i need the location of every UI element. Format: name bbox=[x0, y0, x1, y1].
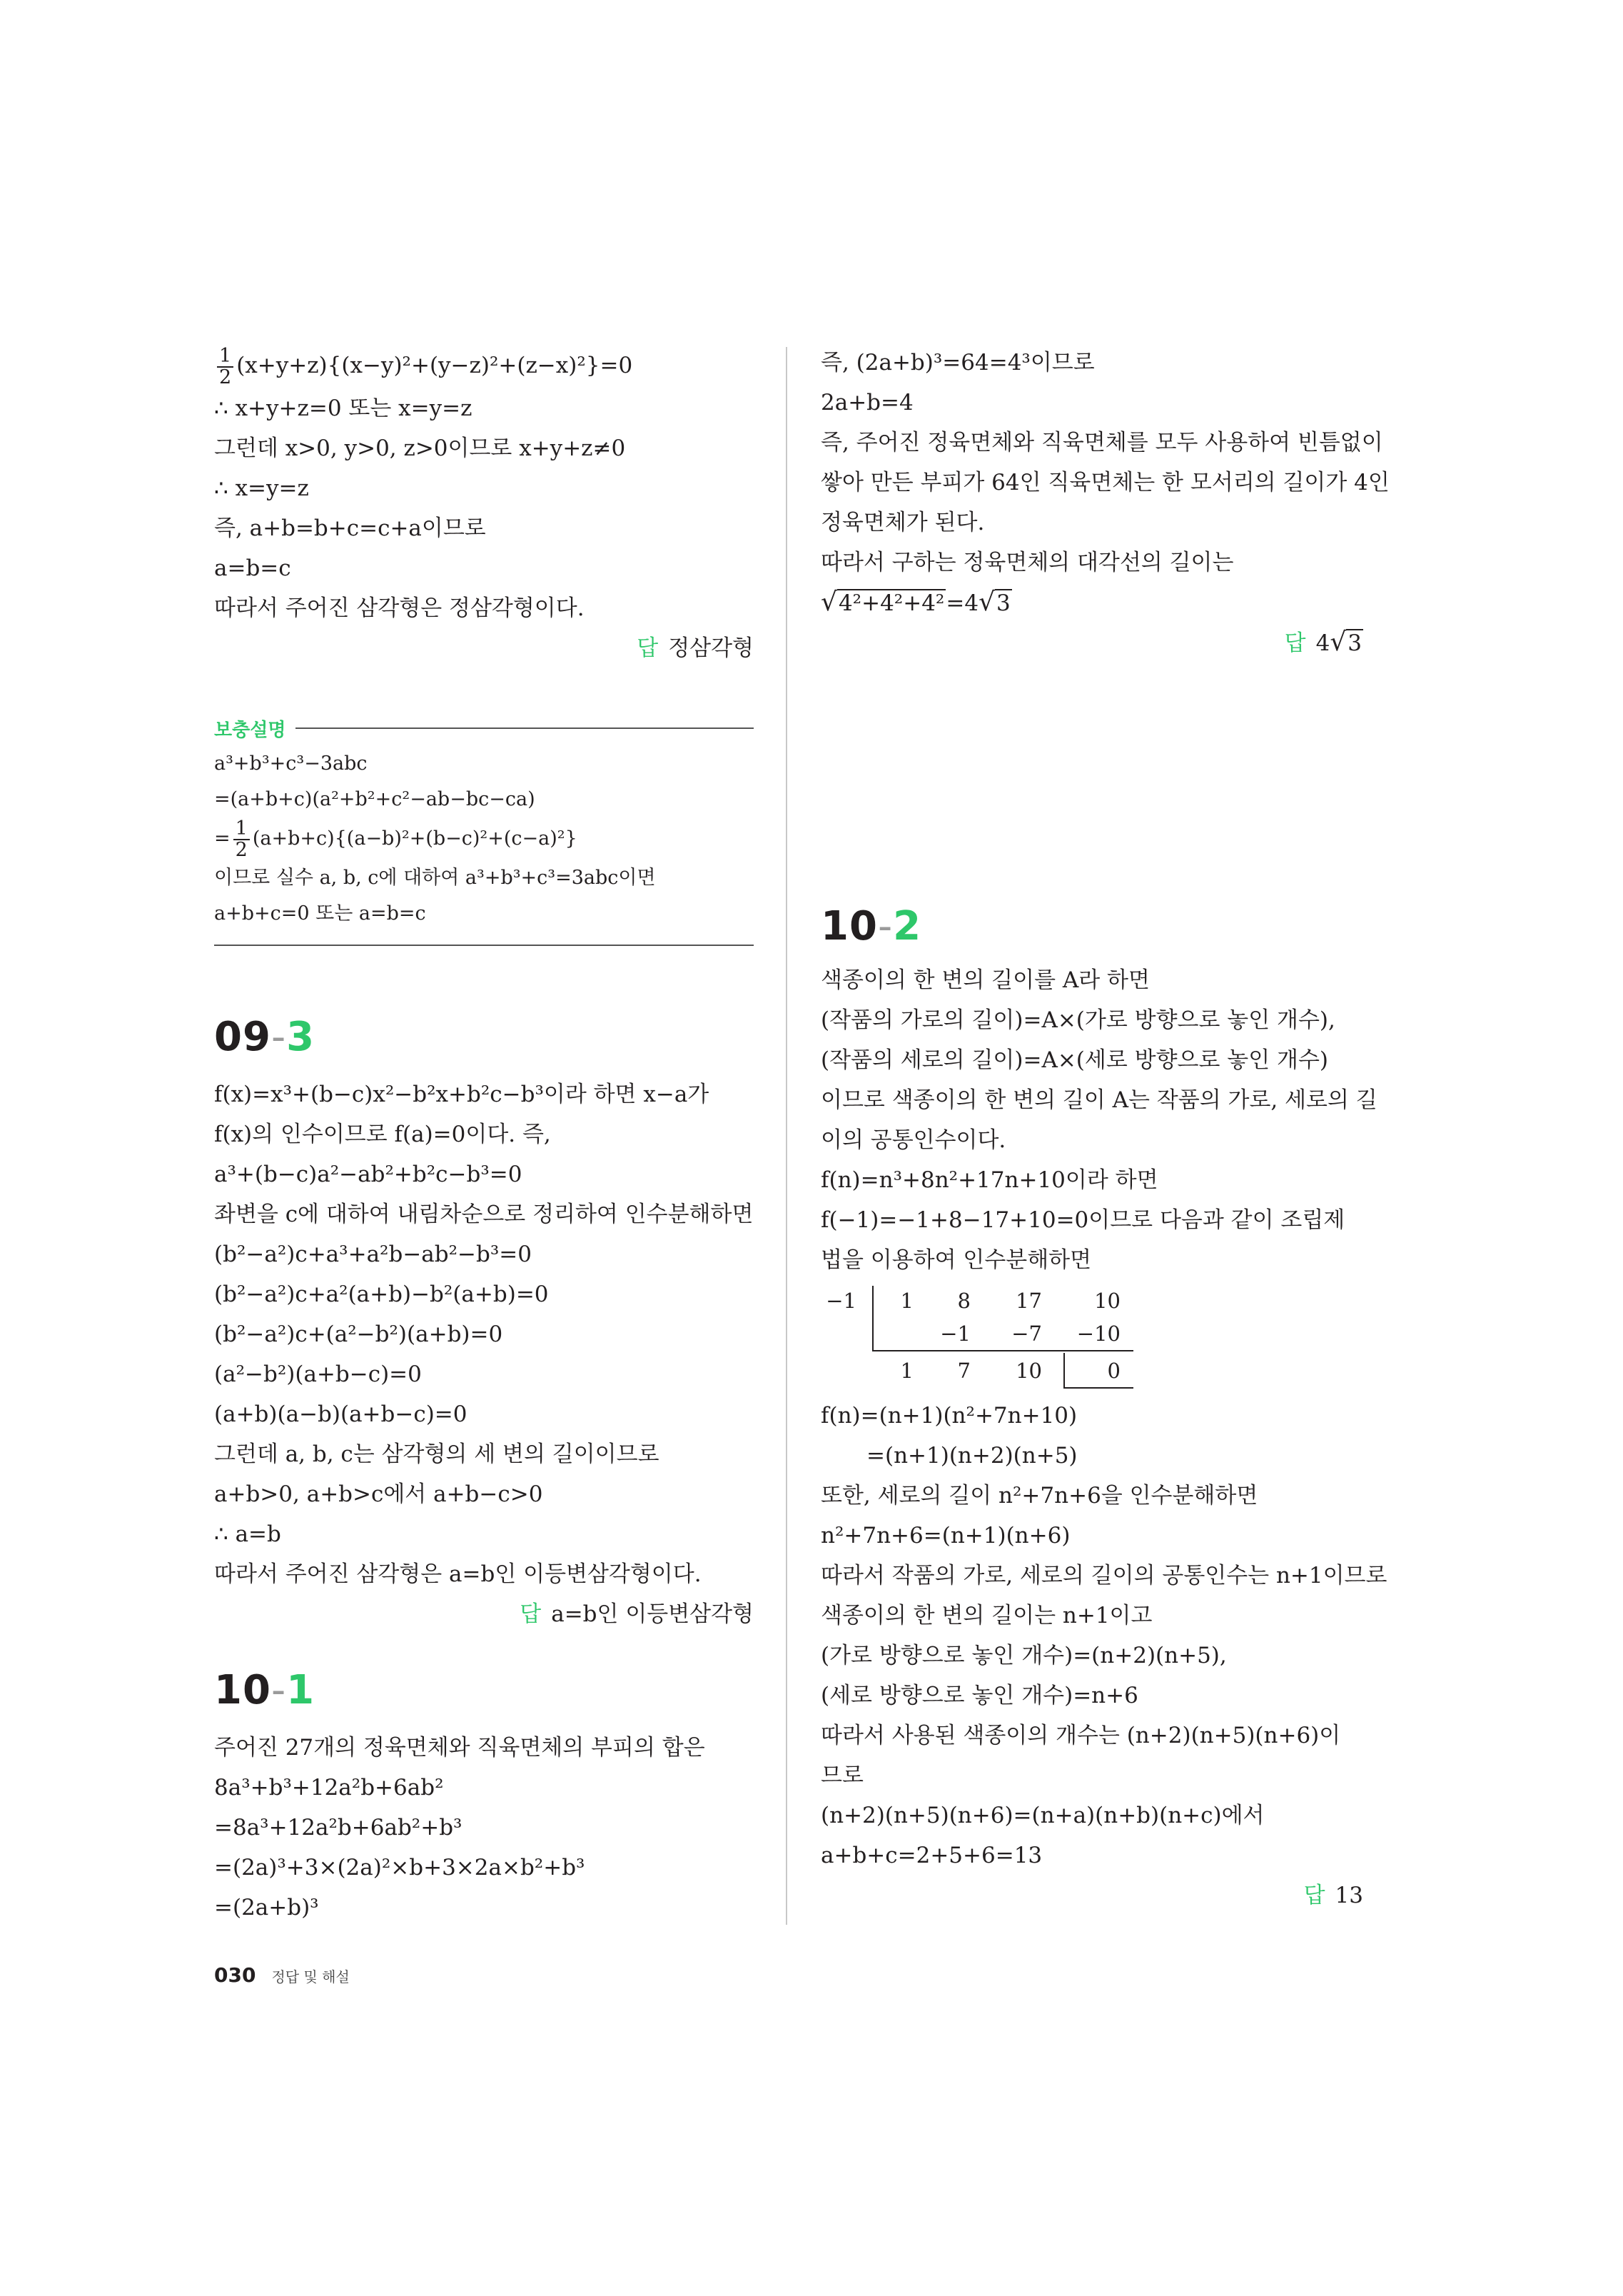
answer-mark: 답 bbox=[1284, 630, 1306, 656]
text-line: 이므로 실수 a, b, c에 대하여 a³+b³+c³=3abc이면 bbox=[214, 867, 656, 889]
equation-line: = $\frac{1}{2}$ (a+b+c){(a−b)²+(b−c)²+(c−a)²} bbox=[214, 817, 577, 861]
synthetic-cell: 10 bbox=[1094, 1289, 1121, 1313]
text-line: 따라서 주어진 삼각형은 a=b인 이등변삼각형이다. bbox=[214, 1561, 702, 1587]
text-line: 색종이의 한 변의 길이는 n+1이고 bbox=[821, 1603, 1153, 1628]
text-line: n²+7n+6=(n+1)(n+6) bbox=[821, 1523, 1071, 1549]
text-line: (b²−a²)c+a²(a+b)−b²(a+b)=0 bbox=[214, 1282, 549, 1307]
synthetic-vertical-line bbox=[872, 1286, 874, 1350]
text-line: 또한, 세로의 길이 n²+7n+6을 인수분해하면 bbox=[821, 1483, 1258, 1509]
answer-mark: 답 bbox=[520, 1601, 542, 1627]
synthetic-cell: 8 bbox=[957, 1289, 971, 1313]
text-line: 따라서 사용된 색종이의 개수는 (n+2)(n+5)(n+6)이 bbox=[821, 1723, 1341, 1748]
text-line: 색종이의 한 변의 길이를 A라 하면 bbox=[821, 967, 1150, 993]
answer-mark: 답 bbox=[637, 635, 659, 661]
fraction: $\frac{1}{2}$ bbox=[217, 346, 233, 388]
supplement-box bbox=[214, 710, 754, 946]
text-line: (세로 방향으로 놓인 개수)=n+6 bbox=[821, 1683, 1138, 1708]
text-line: ∴ x=y=z bbox=[214, 475, 309, 501]
synthetic-cell: −10 bbox=[1076, 1321, 1121, 1346]
synthetic-cell: −7 bbox=[1011, 1321, 1042, 1346]
text-line: (작품의 가로의 길이)=A×(가로 방향으로 놓인 개수), bbox=[821, 1007, 1335, 1033]
answer: 답 13 bbox=[1303, 1883, 1363, 1908]
sqrt-result: √3 bbox=[979, 588, 1011, 617]
column-divider bbox=[786, 347, 787, 1925]
section-body-10-2 bbox=[821, 960, 1387, 1915]
text-line: (작품의 세로의 길이)=A×(세로 방향으로 놓인 개수) bbox=[821, 1047, 1329, 1073]
section-heading-10-2: 10-2 bbox=[821, 903, 922, 950]
synthetic-horizontal-line bbox=[872, 1350, 1133, 1351]
text-line: ∴ a=b bbox=[214, 1521, 281, 1547]
sqrt-expression: √4²+4²+4² bbox=[821, 588, 945, 617]
supplement-rule bbox=[295, 727, 754, 729]
supplement-end-rule bbox=[214, 945, 754, 946]
right-column bbox=[821, 343, 1390, 663]
text-line: f(−1)=−1+8−17+10=0이므로 다음과 같이 조립제 bbox=[821, 1207, 1345, 1233]
equation-line: $\frac{1}{2}$ (x+y+z){(x−y)²+(y−z)²+(z−x)²}=0 bbox=[214, 343, 754, 388]
synthetic-cell: 7 bbox=[957, 1359, 971, 1383]
answer: 답 a=b인 이등변삼각형 bbox=[520, 1601, 754, 1627]
text-line: 이의 공통인수이다. bbox=[821, 1127, 1006, 1153]
page-number: 030 bbox=[214, 1963, 256, 1987]
text-line: (가로 방향으로 놓인 개수)=(n+2)(n+5), bbox=[821, 1643, 1227, 1668]
answer: 답 정삼각형 bbox=[637, 635, 754, 661]
text-line: 그런데 a, b, c는 삼각형의 세 변의 길이이므로 bbox=[214, 1441, 659, 1467]
synthetic-remainder-box-bottom bbox=[1063, 1387, 1133, 1389]
text-line: a=b=c bbox=[214, 555, 291, 581]
text-line: 므로 bbox=[821, 1763, 864, 1788]
section-heading-10-1: 10-1 bbox=[214, 1667, 315, 1713]
text-line: 이므로 색종이의 한 변의 길이 A는 작품의 가로, 세로의 길 bbox=[821, 1087, 1377, 1113]
text-line: (n+2)(n+5)(n+6)=(n+a)(n+b)(n+c)에서 bbox=[821, 1803, 1265, 1828]
text-line: f(n)=n³+8n²+17n+10이라 하면 bbox=[821, 1167, 1158, 1193]
synthetic-cell: 1 bbox=[900, 1359, 914, 1383]
text-line: 따라서 주어진 삼각형은 정삼각형이다. bbox=[214, 595, 585, 621]
text-line: 따라서 작품의 가로, 세로의 길이의 공통인수는 n+1이므로 bbox=[821, 1563, 1387, 1588]
text-line: f(x)의 인수이므로 f(a)=0이다. 즉, bbox=[214, 1122, 551, 1147]
text-line: 즉, 주어진 정육면체와 직육면체를 모두 사용하여 빈틈없이 bbox=[821, 430, 1383, 455]
text-line: f(x)=x³+(b−c)x²−b²x+b²c−b³이라 하면 x−a가 bbox=[214, 1082, 709, 1107]
left-column bbox=[214, 343, 754, 668]
synthetic-cell: −1 bbox=[940, 1321, 971, 1346]
section-body-10-1 bbox=[214, 1728, 754, 1928]
answer-mark: 답 bbox=[1303, 1883, 1325, 1908]
text-line: 2a+b=4 bbox=[821, 390, 914, 416]
section-heading-09-3: 09-3 bbox=[214, 1014, 315, 1060]
text-line: a+b+c=0 또는 a=b=c bbox=[214, 902, 426, 925]
synthetic-cell: 17 bbox=[1016, 1289, 1042, 1313]
synthetic-cell: 1 bbox=[900, 1289, 914, 1313]
text-line: =(2a)³+3×(2a)²×b+3×2a×b²+b³ bbox=[214, 1855, 585, 1880]
text-line: (b²−a²)c+a³+a²b−ab²−b³=0 bbox=[214, 1242, 532, 1267]
text-line: ∴ x+y+z=0 또는 x=y=z bbox=[214, 396, 472, 421]
text-line: 즉, a+b=b+c=c+a이므로 bbox=[214, 515, 486, 541]
supplement-header bbox=[214, 710, 754, 746]
text-line: a+b>0, a+b>c에서 a+b−c>0 bbox=[214, 1481, 543, 1507]
answer-sqrt: √3 bbox=[1330, 628, 1362, 657]
text-line: =8a³+12a²b+6ab²+b³ bbox=[214, 1815, 462, 1841]
text-line: 따라서 구하는 정육면체의 대각선의 길이는 bbox=[821, 550, 1234, 575]
text-line: a³+(b−c)a²−ab²+b²c−b³=0 bbox=[214, 1162, 522, 1187]
text-line: 주어진 27개의 정육면체와 직육면체의 부피의 합은 bbox=[214, 1735, 705, 1761]
fraction: $\frac{1}{2}$ bbox=[233, 819, 250, 860]
text-line: 그런데 x>0, y>0, z>0이므로 x+y+z≠0 bbox=[214, 435, 626, 461]
synthetic-division bbox=[821, 1283, 1135, 1390]
text-line: (b²−a²)c+(a²−b²)(a+b)=0 bbox=[214, 1321, 503, 1347]
synthetic-remainder-box bbox=[1063, 1353, 1065, 1387]
section-body-09-3 bbox=[214, 1074, 757, 1634]
page-footer bbox=[214, 1963, 350, 1987]
synthetic-cell: 10 bbox=[1016, 1359, 1042, 1383]
text-line: 쌓아 만든 부피가 64인 직육면체는 한 모서리의 길이가 4인 bbox=[821, 470, 1390, 495]
supplement-title: 보충설명 bbox=[214, 719, 286, 741]
text-line: =(n+1)(n+2)(n+5) bbox=[866, 1443, 1078, 1469]
text-line: 8a³+b³+12a²b+6ab² bbox=[214, 1775, 444, 1801]
text-line: a+b+c=2+5+6=13 bbox=[821, 1843, 1043, 1868]
synthetic-remainder: 0 bbox=[1107, 1359, 1121, 1383]
answer: 답 4√3 bbox=[821, 623, 1363, 663]
sqrt-line: √4²+4²+4²=4√3 bbox=[821, 583, 1363, 623]
synthetic-divisor: −1 bbox=[826, 1289, 856, 1313]
text-line: a³+b³+c³−3abc bbox=[214, 752, 368, 775]
text-line: 즉, (2a+b)³=64=4³이므로 bbox=[821, 350, 1095, 376]
footer-label: 정답 및 해설 bbox=[271, 1968, 350, 1985]
text-line: =(a+b+c)(a²+b²+c²−ab−bc−ca) bbox=[214, 788, 535, 810]
text-line: 좌변을 c에 대하여 내림차순으로 정리하여 인수분해하면 bbox=[214, 1202, 754, 1227]
text-line: =(2a+b)³ bbox=[214, 1895, 319, 1920]
text-line: (a²−b²)(a+b−c)=0 bbox=[214, 1361, 422, 1387]
text-line: 정육면체가 된다. bbox=[821, 510, 985, 535]
text-line: f(n)=(n+1)(n²+7n+10) bbox=[821, 1403, 1078, 1429]
text-line: 법을 이용하여 인수분해하면 bbox=[821, 1247, 1092, 1273]
text-line: (a+b)(a−b)(a+b−c)=0 bbox=[214, 1401, 467, 1427]
